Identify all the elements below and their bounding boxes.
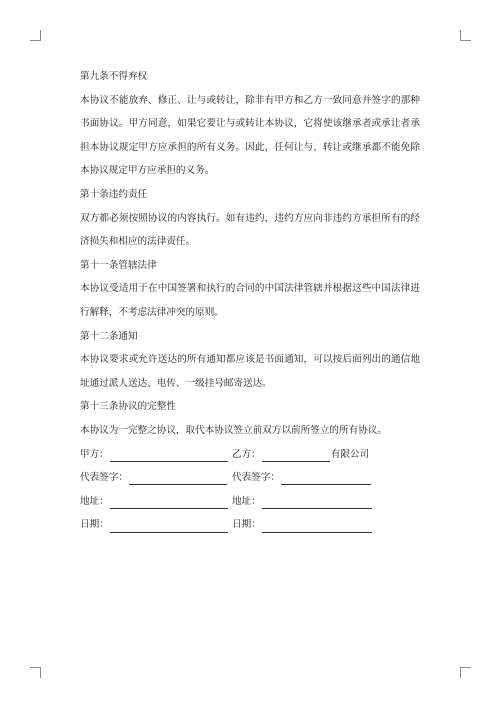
crop-mark-bottom-right	[460, 667, 471, 678]
signature-row-date	[80, 513, 420, 537]
party-a-label: 甲方：	[80, 448, 109, 460]
crop-mark-top-left	[30, 30, 41, 41]
signature-block	[80, 443, 420, 537]
article-paragraph: 本协议受适用于在中国签署和执行的合同的中国法律管辖并根据这些中国法律进行解释，不考虑法律冲突的原则。	[80, 283, 420, 318]
article-paragraph: 本协议为一完整之协议，取代本协议签立前双方以前所签立的所有协议。	[80, 424, 387, 436]
article-paragraph: 本协议不能放弃、修正、让与或转让，除非有甲方和乙方一致同意并签字的那种书面协议。甲方同意，如果它要让与或转让本协议，它将使该继承者或承让者承担本协议规定甲方应承担的所有义务。因此，任何让与、转让或继承都不能免除本协议规定甲方应承担的义务。	[80, 94, 420, 177]
article-title: 第十三条协议的完整性	[80, 401, 176, 413]
party-b-suffix: 有限公司	[330, 448, 370, 460]
party-b-date-blank[interactable]	[262, 518, 372, 533]
crop-mark-bottom-left	[30, 667, 41, 678]
article-13	[80, 395, 420, 442]
party-a-rep-label: 代表签字：	[80, 472, 128, 484]
party-a-address-blank[interactable]	[110, 494, 228, 509]
article-paragraph: 本协议要求或允许送达的所有通知都应该是书面通知，可以按后面列出的通信地址通过派人送达、电传、一级挂号邮寄送达。	[80, 354, 420, 389]
party-b-address-label: 地址：	[232, 495, 261, 507]
party-a-blank[interactable]	[110, 447, 228, 462]
article-title: 第十二条通知	[80, 330, 138, 342]
party-a-rep-blank[interactable]	[129, 470, 227, 485]
article-11	[80, 254, 420, 325]
party-b-date-label: 日期：	[232, 519, 261, 531]
article-title: 第十一条管辖法律	[80, 259, 157, 271]
party-b-blank[interactable]	[262, 447, 330, 462]
article-title: 第十条违约责任	[80, 188, 148, 200]
signature-row-party	[80, 443, 420, 467]
party-b-rep-blank[interactable]	[281, 470, 371, 485]
article-12	[80, 325, 420, 396]
party-a-date-label: 日期：	[80, 519, 109, 531]
article-title: 第九条不得弃权	[80, 71, 148, 82]
article-9	[80, 65, 420, 183]
party-b-rep-label: 代表签字：	[232, 472, 280, 484]
party-b-label: 乙方：	[232, 448, 261, 460]
party-a-date-blank[interactable]	[110, 518, 228, 533]
party-b-address-blank[interactable]	[262, 494, 372, 509]
signature-row-representative	[80, 466, 420, 490]
article-paragraph: 双方都必须按照协议的内容执行。如有违约，违约方应向非违约方承担所有的经济损失和相应的法律责任。	[80, 212, 420, 248]
signature-row-address	[80, 490, 420, 514]
crop-mark-top-right	[460, 30, 471, 41]
document-body	[80, 65, 420, 537]
party-a-address-label: 地址：	[80, 495, 109, 507]
article-10	[80, 183, 420, 254]
